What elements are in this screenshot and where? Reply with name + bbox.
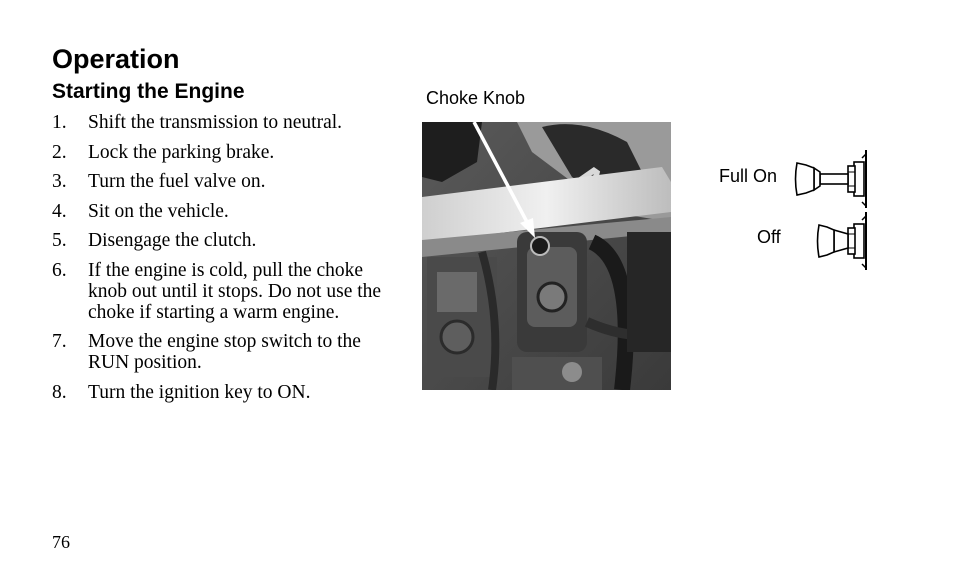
steps-list — [52, 112, 397, 411]
step-number: 6. — [52, 259, 67, 281]
step-number: 1. — [52, 112, 67, 133]
step-text: Lock the parking brake. — [88, 141, 275, 163]
step-number: 7. — [52, 331, 67, 352]
step-number: 5. — [52, 230, 67, 251]
list-item — [52, 260, 397, 323]
step-text: Shift the transmission to neutral. — [88, 112, 343, 133]
list-item — [52, 112, 397, 133]
choke-knob-off-icon — [812, 212, 872, 272]
step-number: 4. — [52, 200, 67, 222]
choke-knob-label: Choke Knob — [426, 88, 526, 108]
list-item — [52, 331, 397, 373]
step-number: 3. — [52, 171, 67, 192]
off-label: Off — [757, 227, 781, 247]
step-text: Turn the fuel valve on. — [88, 171, 266, 192]
choke-knob-full-on-icon — [792, 150, 872, 210]
step-text: Disengage the clutch. — [88, 230, 257, 251]
step-text: Turn the ignition key to ON. — [88, 381, 311, 403]
step-text: Move the engine stop switch to the RUN position. — [88, 331, 361, 373]
list-item — [52, 171, 397, 192]
engine-photo — [422, 122, 671, 390]
list-item — [52, 142, 397, 163]
step-text: Sit on the vehicle. — [88, 200, 229, 222]
list-item — [52, 230, 397, 251]
list-item — [52, 382, 397, 403]
page-number: 76 — [52, 532, 70, 552]
step-number: 8. — [52, 381, 67, 403]
step-text: If the engine is cold, pull the choke knob out until it stops. Do not use the choke if starting a warm engine. — [88, 259, 382, 323]
page-title: Operation — [52, 44, 180, 74]
step-number: 2. — [52, 141, 67, 163]
full-on-label: Full On — [719, 166, 778, 186]
section-heading: Starting the Engine — [52, 80, 245, 103]
list-item — [52, 201, 397, 222]
